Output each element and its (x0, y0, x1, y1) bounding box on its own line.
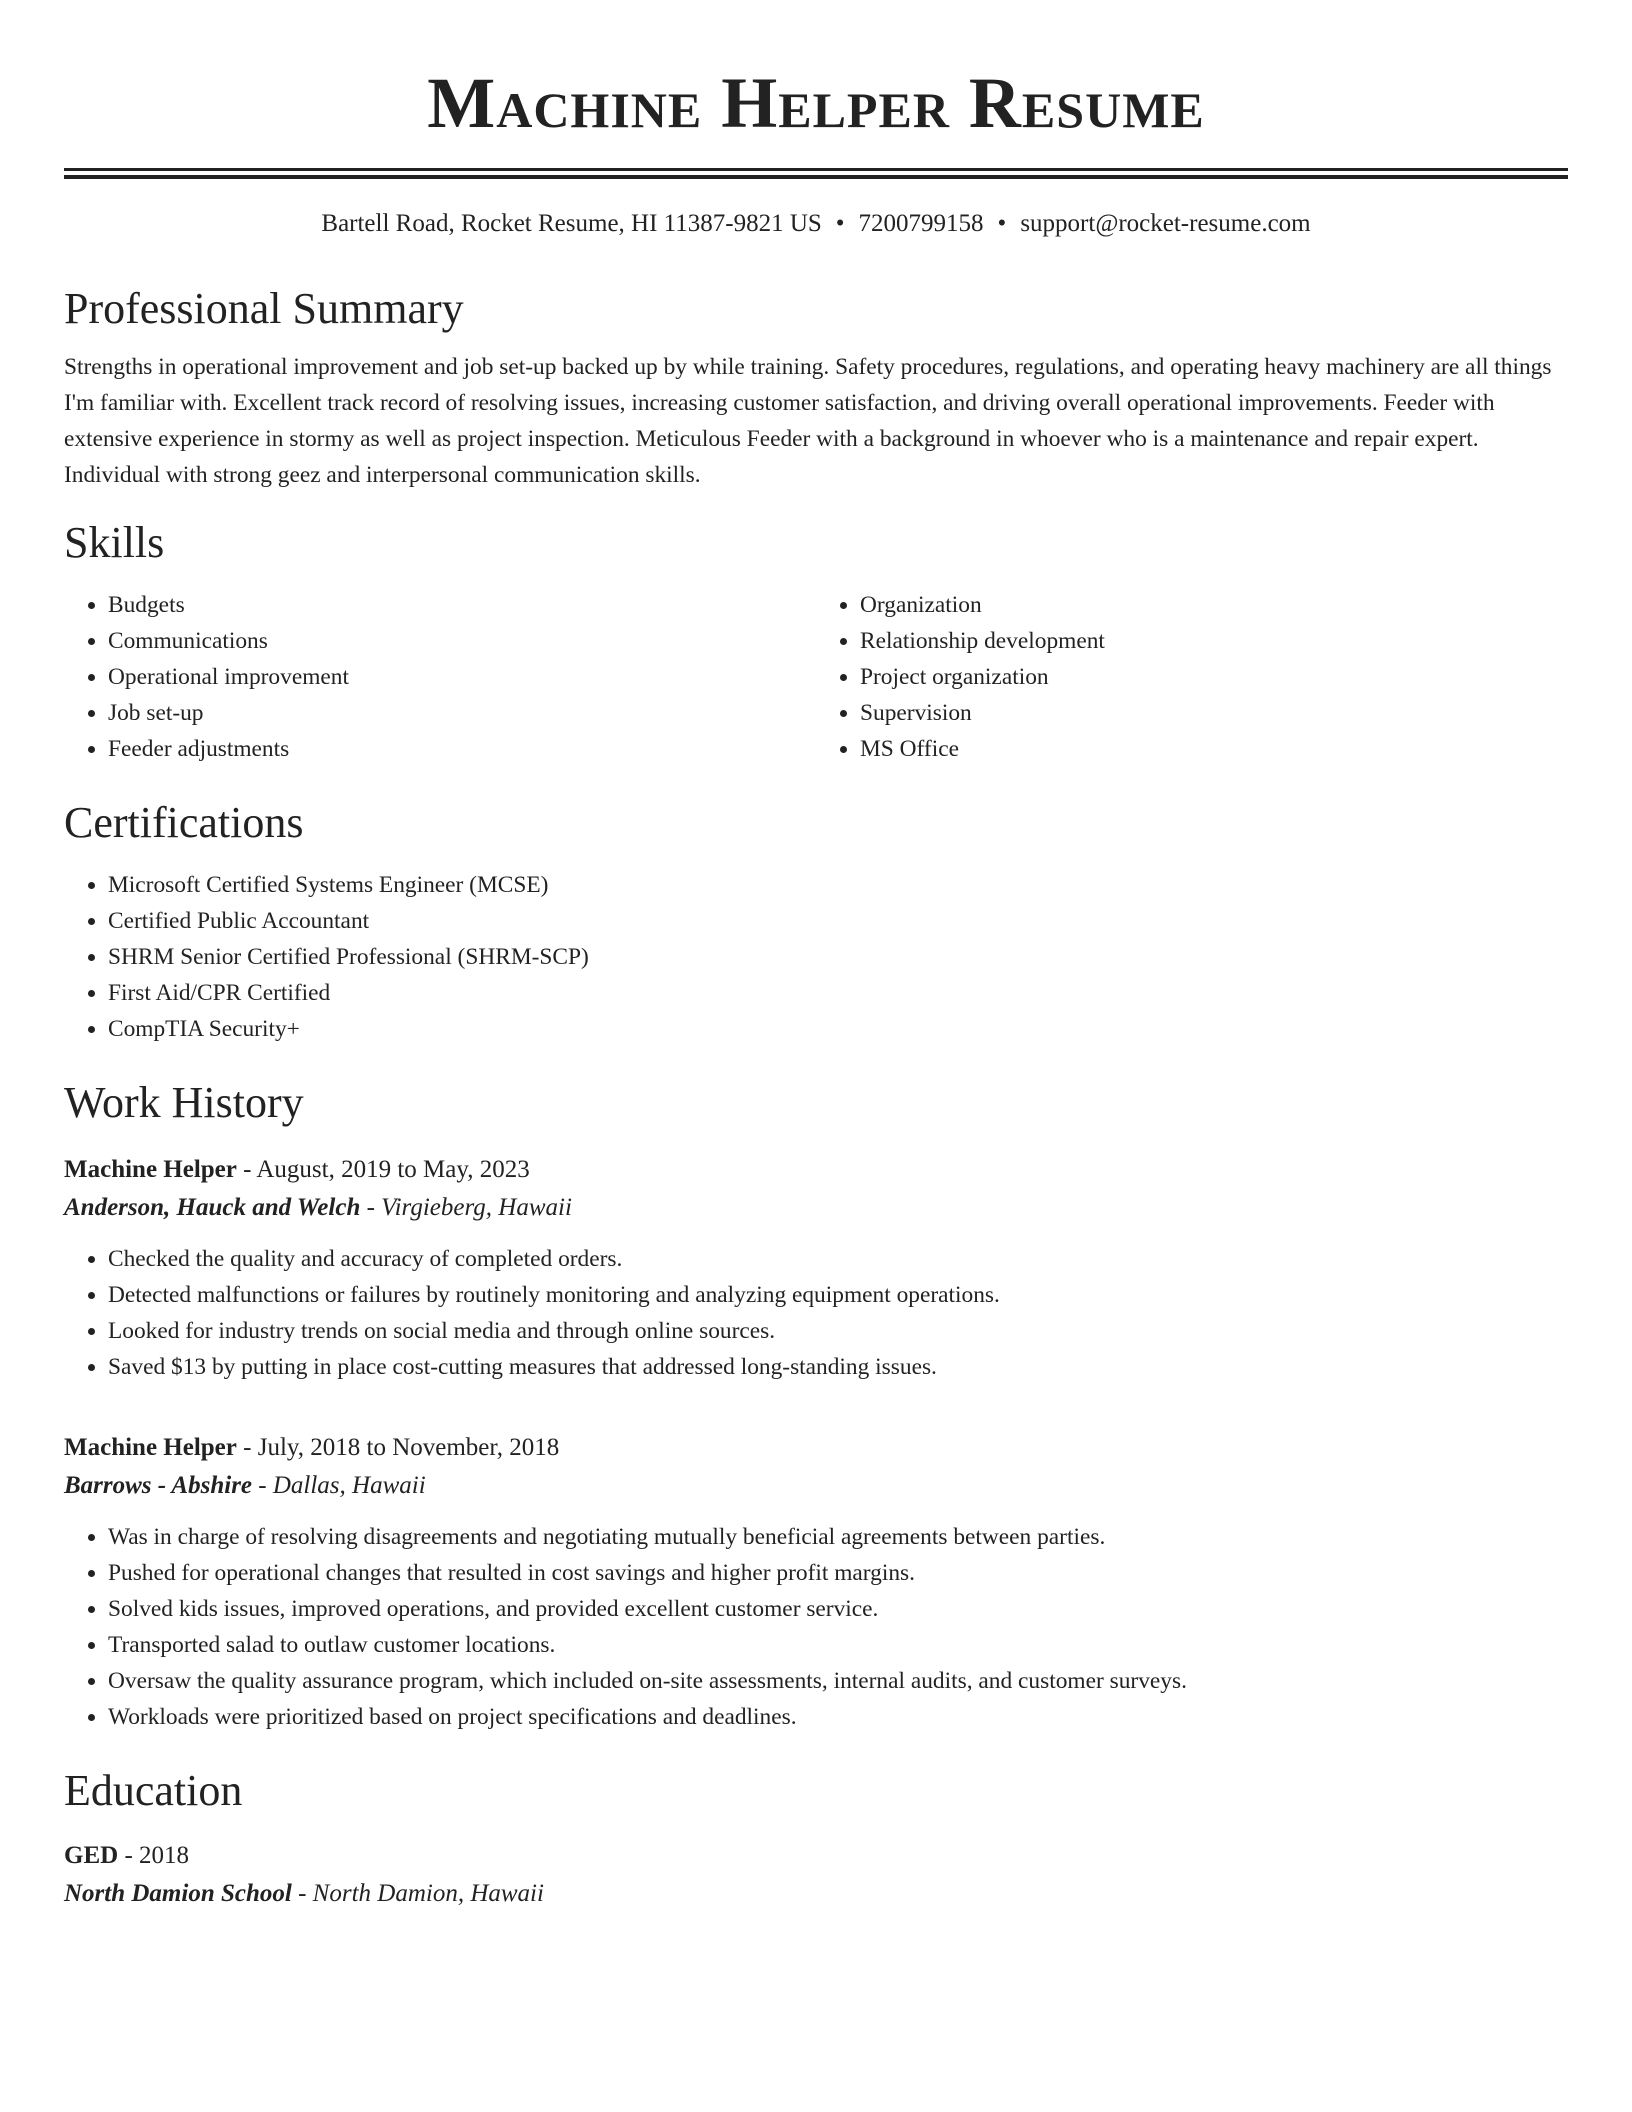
skills-columns (64, 587, 1568, 767)
certification-item: • First Aid/CPR Certified (108, 975, 1568, 1011)
skills-list-right (816, 587, 1568, 767)
skill-item: • Budgets (108, 587, 816, 623)
job-duty: • Transported salad to outlaw customer locations. (108, 1627, 1568, 1663)
work-history-heading: Work History (64, 1078, 304, 1127)
school-location: - North Damion, Hawaii (291, 1880, 544, 1907)
certification-item: • Microsoft Certified Systems Engineer (MCSE) (108, 867, 1568, 903)
company-location: - Virgieberg, Hawaii (360, 1194, 572, 1221)
skill-item: • Organization (860, 587, 1568, 623)
contact-line (64, 207, 1568, 241)
job-entry (64, 1429, 1568, 1735)
job-title: Machine Helper (64, 1156, 237, 1183)
job-duty: • Saved $13 by putting in place cost-cutting measures that addressed long-standing issues. (108, 1349, 1568, 1385)
job-entry (64, 1151, 1568, 1385)
skill-item: • Project organization (860, 659, 1568, 695)
education-entry (64, 1837, 1568, 1913)
title-divider (64, 168, 1568, 179)
job-dates: - August, 2019 to May, 2023 (236, 1156, 530, 1183)
company-name: Barrows - Abshire (64, 1472, 253, 1499)
job-title-line (64, 1429, 1568, 1467)
company-line (64, 1189, 1568, 1227)
job-duty: • Looked for industry trends on social media and through online sources. (108, 1313, 1568, 1349)
skill-item: • Operational improvement (108, 659, 816, 695)
graduation-year: - 2018 (118, 1842, 190, 1869)
skill-item: • Relationship development (860, 623, 1568, 659)
contact-address: Bartell Road, Rocket Resume, HI 11387-9821 US (321, 210, 822, 237)
skills-list-left (64, 587, 816, 767)
skills-heading: Skills (64, 518, 165, 567)
job-duty: • Workloads were prioritized based on project specifications and deadlines. (108, 1699, 1568, 1735)
contact-email: support@rocket-resume.com (1020, 210, 1311, 237)
certification-item: • CompTIA Security+ (108, 1011, 1568, 1047)
job-duty: • Detected malfunctions or failures by routinely monitoring and analyzing equipment operations. (108, 1277, 1568, 1313)
summary-heading: Professional Summary (64, 284, 464, 333)
certification-item: • Certified Public Accountant (108, 903, 1568, 939)
contact-phone: 7200799158 (858, 210, 984, 237)
certifications-heading: Certifications (64, 798, 304, 847)
job-duty: • Was in charge of resolving disagreements and negotiating mutually beneficial agreements between parties. (108, 1519, 1568, 1555)
school-name: North Damion School (64, 1880, 292, 1907)
job-dates: - July, 2018 to November, 2018 (236, 1434, 560, 1461)
skill-item: • Communications (108, 623, 816, 659)
job-duty: • Oversaw the quality assurance program, which included on-site assessments, internal audits, and customer surveys. (108, 1663, 1568, 1699)
contact-separator: • (997, 210, 1007, 237)
skill-item: • MS Office (860, 731, 1568, 767)
summary-text: Strengths in operational improvement and job set-up backed up by while training. Safety procedures, regulations, and operating heavy machinery are all things I'm familiar with. Excellent track record of resolving issues, increasing customer satisfaction, and driving overall operational improvements. Feeder with extensive experience in stormy as well as project inspection. Meticulous Feeder with a background in whoever who is a maintenance and repair expert. Individual with strong geez and interpersonal communication skills. (64, 354, 1552, 488)
education-heading: Education (64, 1766, 243, 1815)
degree-line (64, 1837, 1568, 1875)
job-title: Machine Helper (64, 1434, 237, 1461)
company-location: - Dallas, Hawaii (252, 1472, 426, 1499)
job-duty: • Pushed for operational changes that resulted in cost savings and higher profit margins. (108, 1555, 1568, 1591)
resume-title: Machine Helper Resume (427, 63, 1205, 143)
skill-item: • Feeder adjustments (108, 731, 816, 767)
school-line (64, 1875, 1568, 1913)
skill-item: • Job set-up (108, 695, 816, 731)
job-duties-list (64, 1241, 1568, 1385)
job-title-line (64, 1151, 1568, 1189)
certification-item: • SHRM Senior Certified Professional (SHRM-SCP) (108, 939, 1568, 975)
job-duty: • Checked the quality and accuracy of completed orders. (108, 1241, 1568, 1277)
company-name: Anderson, Hauck and Welch (64, 1194, 361, 1221)
degree: GED (64, 1842, 119, 1869)
company-line (64, 1467, 1568, 1505)
skill-item: • Supervision (860, 695, 1568, 731)
contact-separator: • (835, 210, 845, 237)
certifications-list (64, 867, 1568, 1047)
job-duties-list (64, 1519, 1568, 1735)
job-duty: • Solved kids issues, improved operations, and provided excellent customer service. (108, 1591, 1568, 1627)
